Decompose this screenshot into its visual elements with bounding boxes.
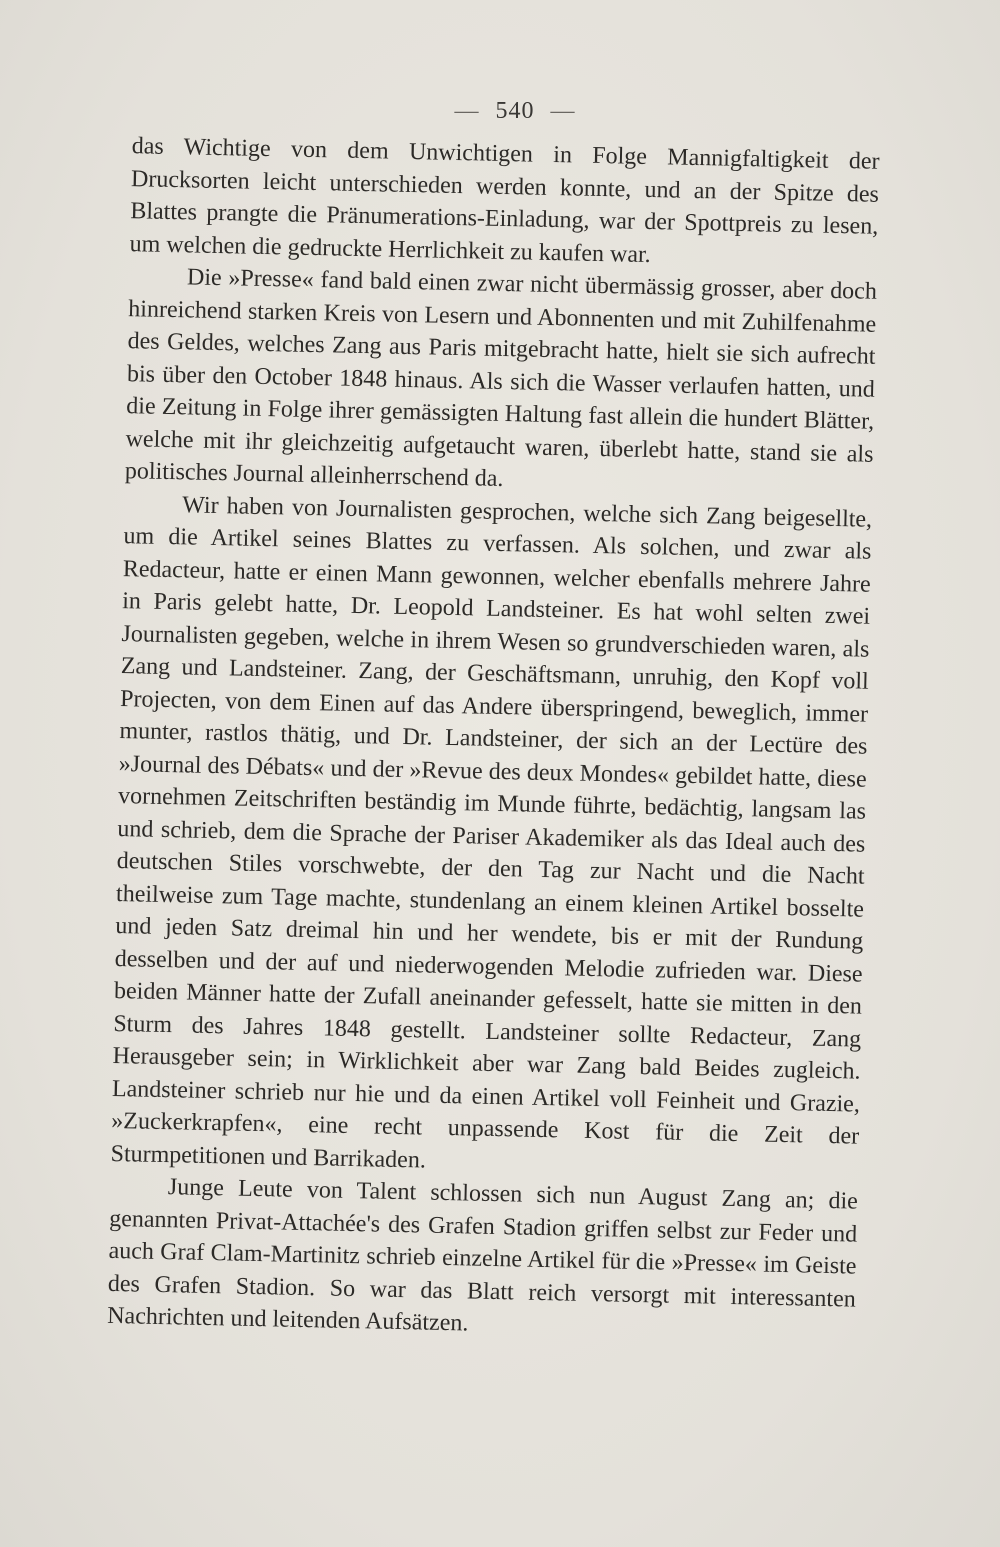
- page-number-dash-right: —: [550, 98, 576, 124]
- paragraph: das Wichtige von dem Unwichtigen in Folge Mannigfaltigkeit der Drucksorten leicht unterschieden werden konnte, und an der Spitze des Blattes prangte die Pränumerations-Einladung, war der Spottpreis zu lesen, um welchen die gedruckte Herrlichkeit zu kaufen war.: [129, 133, 880, 268]
- paragraph: Die »Presse« fand bald einen zwar nicht übermässig grosser, aber doch hinreichend starken Kreis von Lesern und Abonnenten und mit Zuhilfenahme des Geldes, welches Zang aus Paris mitgebracht hatte, hielt sie sich aufrecht bis über den October 1848 hinaus. Als sich die Wasser verlaufen hatten, und die Zeitung in Folge ihrer gemässigten Haltung fast allein die hundert Blätter, welche mit ihr gleichzeitig aufgetaucht waren, überlebt hatte, stand sie als politisches Journal alleinherrschend da.: [124, 264, 878, 493]
- body-text: [107, 130, 880, 1348]
- paragraph: Wir haben von Journalisten gesprochen, welche sich Zang beigesellte, um die Artikel seines Blattes zu verfassen. Als solchen, und zwar als Redacteur, hatte er einen Mann gewonnen, welcher ebenfalls mehrere Jahre in Paris gelebt hatte, Dr. Leopold Landsteiner. Es hat wohl selten zwei Journalisten gegeben, welche in ihrem Wesen so grundverschieden waren, als Zang und Landsteiner. Zang, der Geschäftsmann, unruhig, den Kopf voll Projecten, von dem Einen auf das Andere überspringend, beweglich, immer munter, rastlos thätig, und Dr. Landsteiner, der sich an der Lectüre des »Journal des Débats« und der »Revue des deux Mondes« gebildet hatte, diese vornehmen Zeitschriften beständig im Munde führte, bedächtig, langsam las und schrieb, dem die Sprache der Pariser Akademiker als das Ideal auch des deutschen Stiles vorschwebte, der den Tag zur Nacht und die Nacht theilweise zum Tage machte, stundenlang an einem kleinen Artikel bosselte und jeden Satz dreimal hin und her wendete, bis er mit der Rundung desselben und der auf und niederwogenden Melodie zufrieden war. Diese beiden Männer hatte der Zufall aneinander gefesselt, hatte sie mitten in den Sturm des Jahres 1848 gestellt. Landsteiner sollte Redacteur, Zang Herausgeber sein; in Wirklichkeit aber war Zang bald Beides zugleich. Landsteiner schrieb nur hie und da einen Artikel voll Feinheit und Grazie, »Zuckerkrapfen«, eine recht unpassende Kost für die Zeit der Sturmpetitionen und Barrikaden.: [110, 491, 873, 1174]
- page-number-dash-left: —: [454, 98, 480, 124]
- page-number-header: [0, 98, 1000, 125]
- page-number: 540: [495, 98, 535, 124]
- paragraph: Junge Leute von Talent schlossen sich nun August Zang an; die genannten Privat-Attachée's des Grafen Stadion griffen selbst zur Feder und auch Graf Clam-Martinitz schrieb einzelne Artikel für die »Presse« im Geiste des Grafen Stadion. So war das Blatt reich versorgt mit interessanten Nachrichten und leitenden Aufsätzen.: [106, 1174, 859, 1337]
